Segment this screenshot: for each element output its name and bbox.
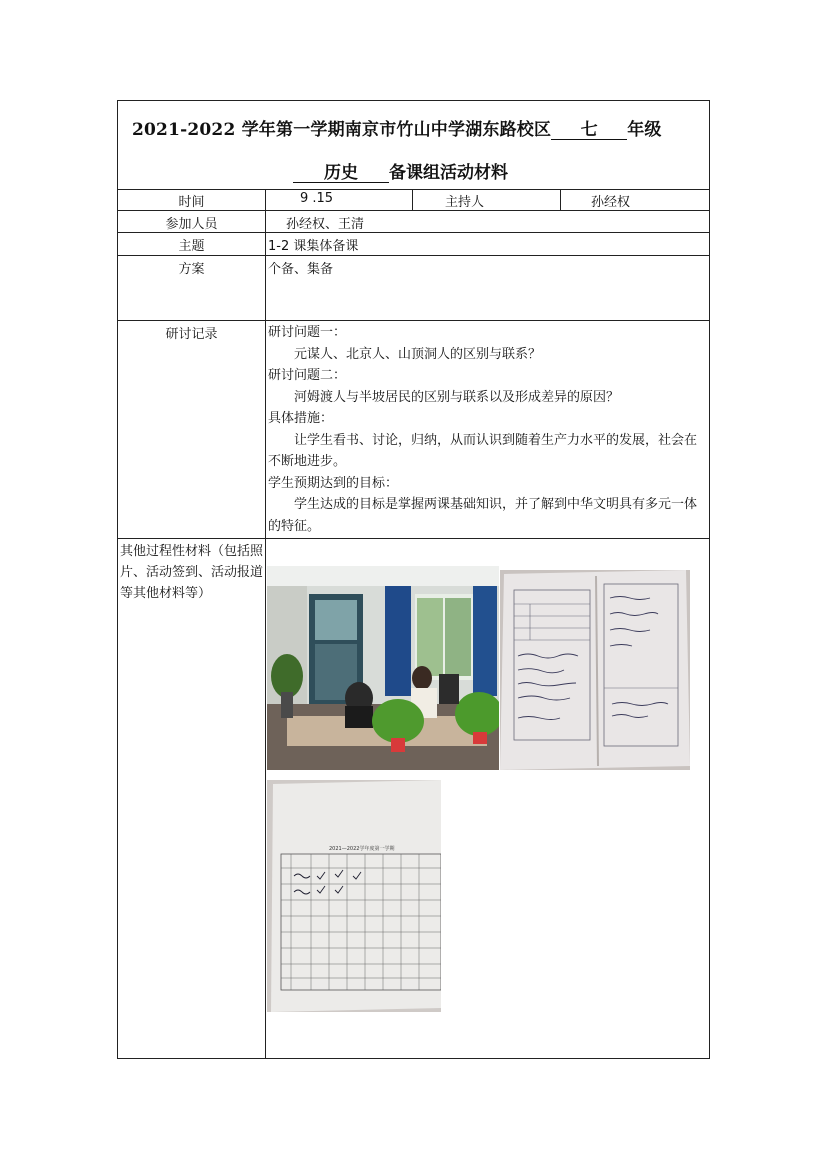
sign-in-sheet-photo — [267, 780, 441, 1012]
row-time — [118, 189, 709, 211]
form-title — [118, 101, 709, 190]
notes-label: 研讨记录 — [165, 327, 218, 342]
time-label: 时间 — [178, 195, 205, 210]
row-other-materials — [118, 539, 709, 1058]
topic-label: 主题 — [178, 239, 205, 254]
topic-value: 1-2 课集体备课 — [268, 239, 359, 254]
row-topic — [118, 233, 709, 256]
plan-value: 个备、集备 — [268, 262, 334, 277]
notes-label-cell — [118, 321, 266, 538]
host-value: 孙经权 — [591, 195, 631, 210]
participants-label-cell — [118, 211, 266, 232]
goal-heading: 学生预期达到的目标： — [268, 475, 399, 491]
q1-text: 元谋人、北京人、山顶洞人的区别与联系？ — [294, 346, 542, 362]
lesson-prep-form — [117, 100, 710, 1059]
title-line-1 — [132, 115, 662, 140]
other-label: 其他过程性材料（包括照片、活动签到、活动报道等其他材料等） — [118, 539, 266, 1058]
goal-text: 学生达成的目标是掌握两课基础知识，并了解到中华文明具有多元一体的特征。 — [268, 497, 698, 534]
title-suffix: 备课组活动材料 — [389, 163, 508, 183]
title-grade: 七 — [551, 121, 627, 140]
q2-text: 河姆渡人与半坡居民的区别与联系以及形成差异的原因？ — [294, 389, 620, 405]
row-participants — [118, 211, 709, 233]
plan-label-cell — [118, 256, 266, 320]
title-line-2 — [293, 158, 508, 183]
measures-text: 让学生看书、讨论，归纳，从而认识到随着生产力水平的发展，社会在不断地进步。 — [268, 432, 698, 469]
time-label-cell — [118, 189, 266, 210]
notes-content — [266, 321, 709, 538]
meeting-photo — [267, 566, 499, 770]
title-subject: 历史 — [293, 164, 389, 183]
title-school: 2021-2022 学年第一学期南京市竹山中学湖东路校区 — [132, 120, 552, 140]
time-value: 9 .15 — [266, 189, 413, 210]
handwritten-record-photo — [500, 570, 690, 770]
topic-label-cell — [118, 233, 266, 255]
row-plan — [118, 256, 709, 321]
measures-heading: 具体措施： — [268, 411, 334, 426]
participants-value: 孙经权、王清 — [286, 217, 365, 232]
host-label: 主持人 — [413, 189, 561, 210]
plan-label: 方案 — [178, 262, 205, 277]
q2-heading: 研讨问题二： — [268, 368, 347, 383]
row-notes — [118, 321, 709, 539]
sign-sheet-title: 2021—2022学年度第一学期 — [329, 846, 395, 852]
title-grade-suffix: 年级 — [627, 120, 662, 140]
q1-heading: 研讨问题一： — [268, 325, 347, 340]
participants-label: 参加人员 — [165, 217, 218, 232]
